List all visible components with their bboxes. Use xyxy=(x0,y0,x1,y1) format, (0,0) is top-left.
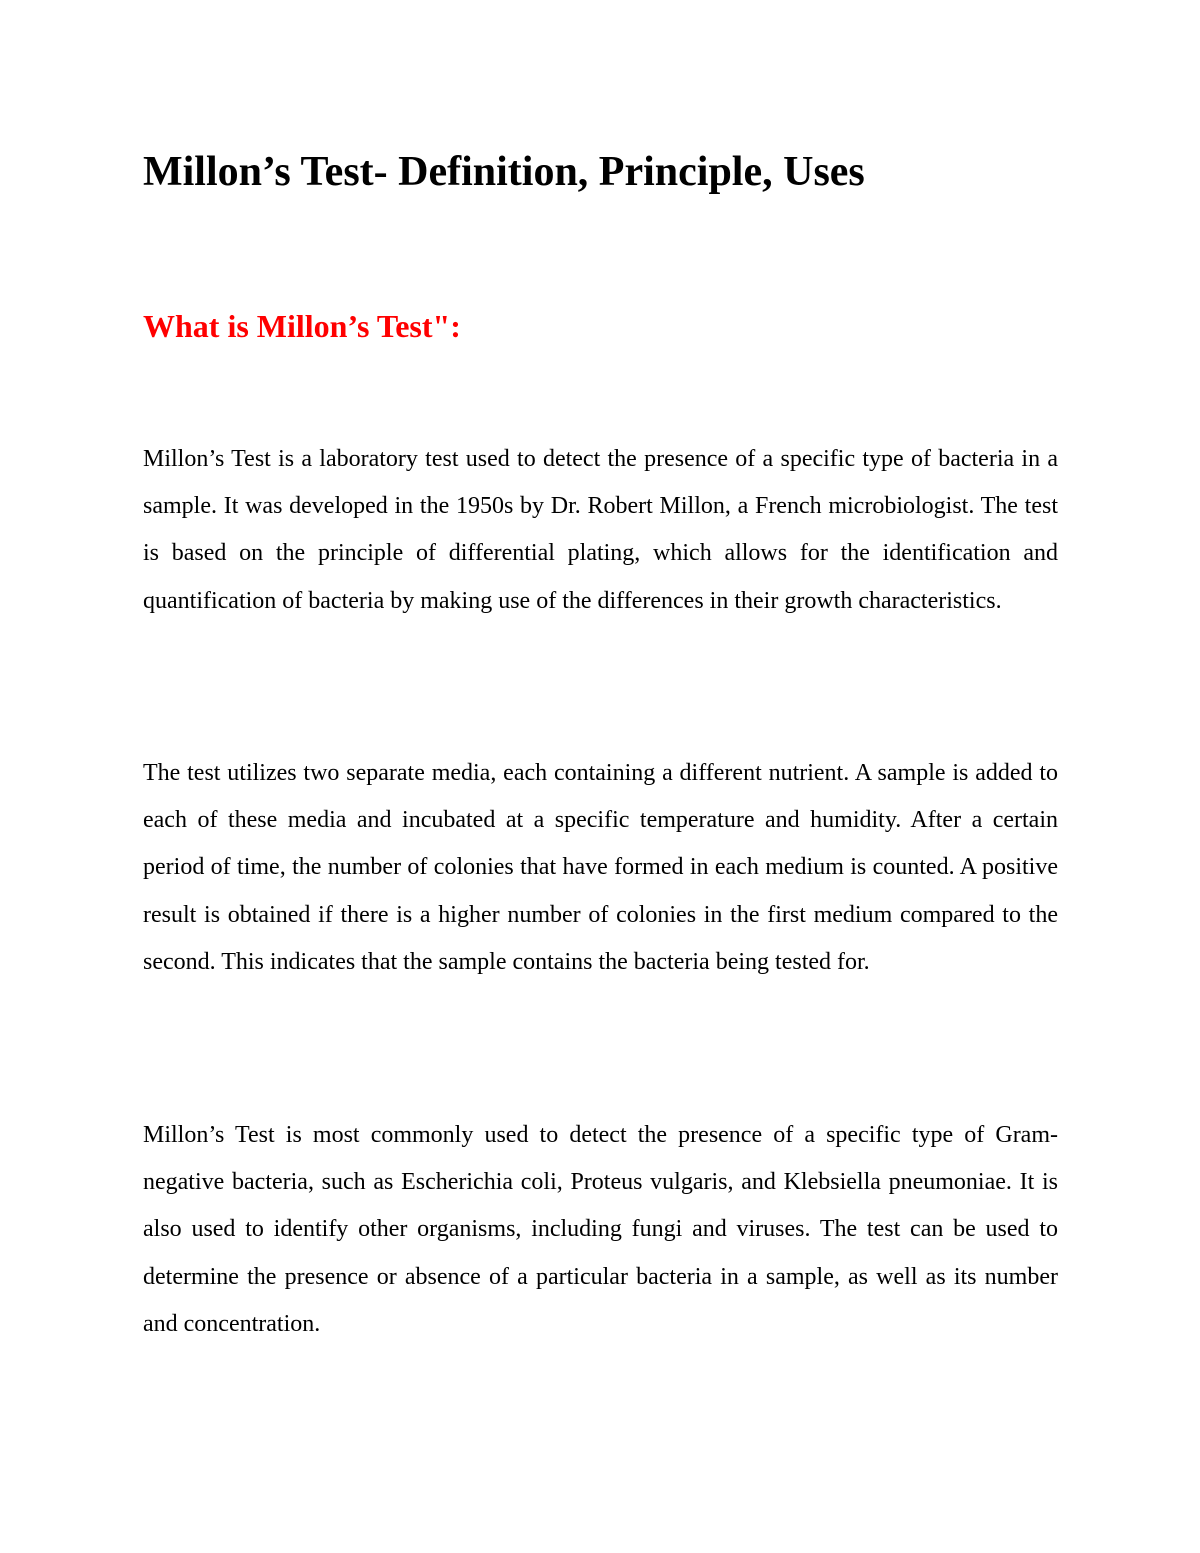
paragraph-uses: Millon’s Test is most commonly used to detect the presence of a specific type of Gram-negative bacteria, such as Escherichia coli, Proteus vulgaris, and Klebsiella pneumoniae. It is also used to identify other organisms, including fungi and viruses. The test can be used to determine the presence or absence of a particular bacteria in a sample, as well as its number and concentration. xyxy=(143,1122,1058,1337)
paragraph-procedure: The test utilizes two separate media, each containing a different nutrient. A sample is added to each of these media and incubated at a specific temperature and humidity. After a certain period of time, the number of colonies that have formed in each medium is counted. A positive result is obtained if there is a higher number of colonies in the first medium compared to the second. This indicates that the sample contains the bacteria being tested for. xyxy=(143,760,1058,975)
document-title: Millon’s Test- Definition, Principle, Uses xyxy=(143,149,865,195)
paragraph-definition: Millon’s Test is a laboratory test used to detect the presence of a specific type of bacteria in a sample. It was developed in the 1950s by Dr. Robert Millon, a French microbiologist. The test is based on the principle of differential plating, which allows for the identification and quantification of bacteria by making use of the differences in their growth characteristics. xyxy=(143,446,1058,614)
section-heading: What is Millon’s Test": xyxy=(143,308,461,344)
